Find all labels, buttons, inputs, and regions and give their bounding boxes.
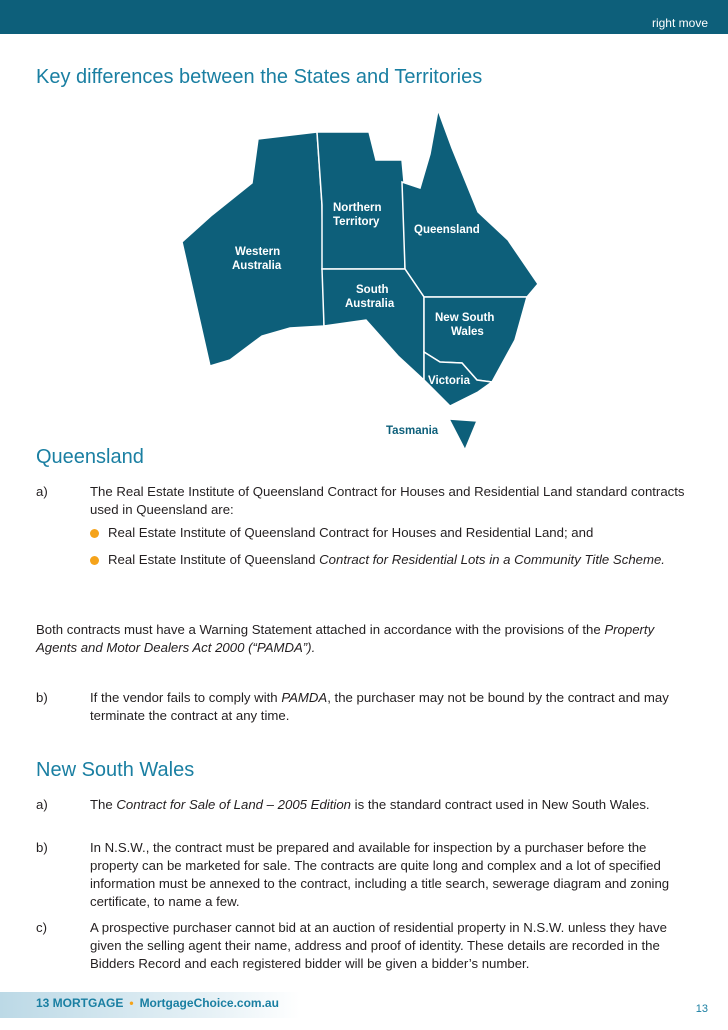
warning-act-name: Property Agents and Motor Dealers Act 2000 (“PAMDA”). bbox=[36, 622, 655, 655]
bullet-dot bbox=[90, 529, 99, 538]
text-plain: The bbox=[90, 797, 117, 812]
text-plain: , the purchaser may not be bound by the contract and may terminate the contract at any time. bbox=[90, 690, 669, 723]
footer-separator: • bbox=[129, 996, 134, 1010]
warning-statement bbox=[36, 621, 696, 657]
warning-text: Both contracts must have a Warning Statement attached in accordance with the provisions of the bbox=[36, 622, 605, 637]
map-label-qld: Queensland bbox=[414, 224, 480, 236]
list-item-text bbox=[90, 796, 695, 814]
section-label: right move bbox=[651, 16, 708, 30]
map-label-wa-line2: Australia bbox=[232, 260, 282, 272]
bullet-text-italic: Contract for Residential Lots in a Community Title Scheme. bbox=[319, 552, 665, 567]
map-label-sa-line1: South bbox=[356, 284, 389, 296]
map-tasmania bbox=[449, 419, 477, 450]
list-item-text: A prospective purchaser cannot bid at an auction of residential property in N.S.W. unless they have given the selling agent their name, address and proof of identity. These details are recorded in the Bidders Record and each registered bidder will be given a bidder’s number. bbox=[90, 920, 667, 971]
text-plain: If the vendor fails to comply with bbox=[90, 690, 282, 705]
footer-phone: 13 MORTGAGE bbox=[36, 996, 124, 1010]
footer-website: MortgageChoice.com.au bbox=[139, 996, 279, 1010]
map-label-nsw-line2: Wales bbox=[451, 326, 484, 338]
text-plain: is the standard contract used in New South Wales. bbox=[351, 797, 650, 812]
list-item-text: The Real Estate Institute of Queensland Contract for Houses and Residential Land standard contracts used in Queensland are: bbox=[90, 484, 685, 517]
map-label-tas: Tasmania bbox=[386, 425, 439, 437]
bullet-text bbox=[108, 551, 690, 569]
map-label-wa-line1: Western bbox=[235, 246, 281, 258]
list-item-text bbox=[90, 689, 695, 725]
bullet-dot bbox=[90, 556, 99, 565]
top-bar bbox=[0, 0, 728, 34]
map-label-nt-line1: Northern bbox=[333, 202, 382, 214]
map-northern-territory bbox=[317, 132, 405, 269]
bullet-item bbox=[90, 551, 690, 569]
section-title-new-south-wales: New South Wales bbox=[36, 759, 195, 781]
list-marker: a) bbox=[36, 484, 48, 499]
bullet-text-plain: Real Estate Institute of Queensland bbox=[108, 552, 320, 567]
list-marker: c) bbox=[36, 920, 47, 935]
map-queensland bbox=[402, 110, 538, 297]
map-label-sa-line2: Australia bbox=[345, 298, 395, 310]
section-title-queensland: Queensland bbox=[36, 446, 144, 468]
list-marker: a) bbox=[36, 797, 48, 812]
bullet-item bbox=[90, 524, 690, 542]
list-marker: b) bbox=[36, 690, 48, 705]
list-item-text: In N.S.W., the contract must be prepared and available for inspection by a purchaser before the property can be marketed for sale. The contracts are quite long and complex and a lot of specified information must be annexed to the contract, including a title search, sewerage diagram and zoning certificate, to name a few. bbox=[90, 840, 670, 909]
page-title: Key differences between the States and Territories bbox=[36, 66, 483, 88]
text-italic: PAMDA bbox=[281, 690, 328, 705]
footer-brand bbox=[36, 996, 279, 1010]
bullet-text: Real Estate Institute of Queensland Contract for Houses and Residential Land; and bbox=[108, 525, 594, 540]
map-label-vic: Victoria bbox=[428, 375, 470, 387]
page-number: 13 bbox=[695, 1003, 708, 1015]
map-label-nt-line2: Territory bbox=[333, 216, 380, 228]
text-italic: Contract for Sale of Land – 2005 Edition bbox=[116, 797, 351, 812]
list-marker: b) bbox=[36, 840, 48, 855]
australia-map bbox=[170, 100, 550, 450]
map-label-nsw-line1: New South bbox=[435, 312, 495, 324]
